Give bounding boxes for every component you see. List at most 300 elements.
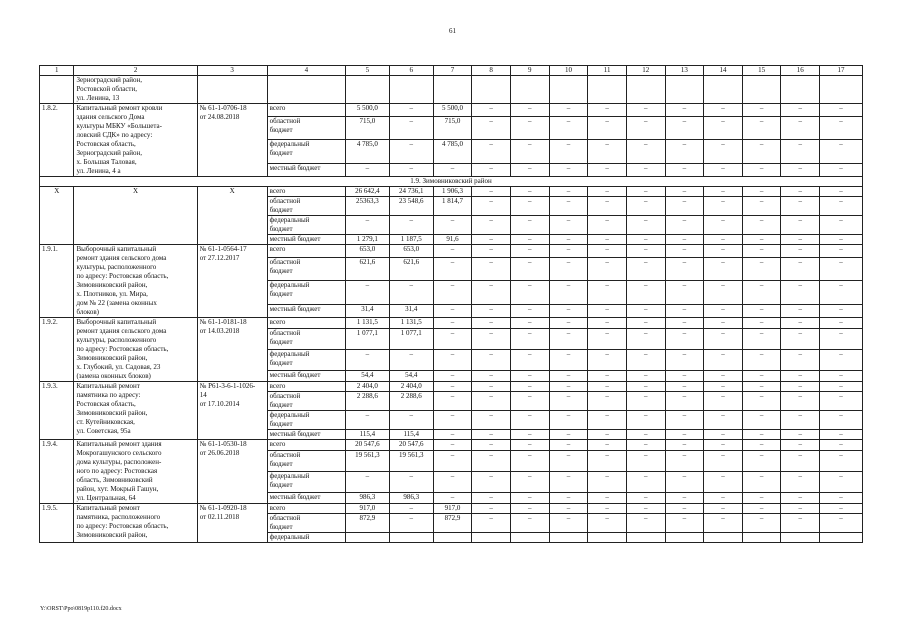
document-ref: № 61-1-0920-18 от 02.11.2018 (197, 504, 267, 543)
amount-cell: – (742, 382, 781, 392)
amount-cell: – (588, 349, 627, 370)
amount-cell: – (781, 392, 820, 411)
amount-cell: – (626, 411, 665, 430)
document-ref: Х (197, 187, 267, 245)
amount-cell: – (820, 430, 863, 440)
funding-source (267, 382, 345, 392)
amount-cell: – (704, 281, 743, 305)
amount-cell: – (820, 349, 863, 370)
amount-cell: – (588, 281, 627, 305)
amount-cell: – (472, 471, 511, 492)
funding-source-label: областной бюджет (269, 197, 301, 214)
amount-cell: – (549, 235, 588, 245)
amount-cell: 31,4 (345, 305, 389, 318)
amount-cell: – (472, 349, 511, 370)
amount-cell: – (665, 216, 704, 235)
amount-cell: – (549, 370, 588, 381)
amount-cell: – (820, 411, 863, 430)
amount-cell: – (549, 318, 588, 329)
object-name: Капитальный ремонт здания Мокрогашунского сельского дома культуры, расположен- ного по адресу: Ростовская область, Зимовниковский район, хут. Мокрый Гашун, ул. Центральная, 64 (74, 440, 197, 504)
table-row (40, 104, 863, 117)
column-header: 11 (588, 66, 627, 76)
document-ref: № 61-1-0530-18 от 26.06.2018 (197, 440, 267, 504)
amount-cell: – (588, 329, 627, 350)
amount-cell (665, 533, 704, 543)
amount-cell: – (820, 235, 863, 245)
amount-cell: – (472, 411, 511, 430)
table-cell (781, 76, 820, 104)
column-header: 6 (389, 66, 433, 76)
amount-cell: – (588, 216, 627, 235)
amount-cell: 715,0 (345, 116, 389, 140)
amount-cell: – (549, 305, 588, 318)
object-name: Капитальный ремонт памятника, расположенного по адресу: Ростовская область, Зимовниковский район, (74, 504, 197, 543)
amount-cell: – (704, 104, 743, 117)
amount-cell: – (781, 440, 820, 451)
table-cell (549, 76, 588, 104)
amount-cell: 91,6 (433, 235, 472, 245)
amount-cell: – (549, 164, 588, 177)
amount-cell: – (510, 216, 549, 235)
amount-cell: – (665, 349, 704, 370)
amount-cell: – (781, 281, 820, 305)
section-row (40, 177, 863, 187)
amount-cell: 25363,3 (345, 197, 389, 216)
amount-cell: – (510, 197, 549, 216)
amount-cell: – (549, 430, 588, 440)
funding-source (267, 281, 345, 305)
document-ref: № 61-1-0564-17 от 27.12.2017 (197, 245, 267, 318)
amount-cell (549, 533, 588, 543)
table-cell (742, 76, 781, 104)
funding-source (267, 492, 345, 503)
amount-cell: – (626, 370, 665, 381)
funding-source (267, 411, 345, 430)
funding-source (267, 257, 345, 281)
amount-cell: – (626, 305, 665, 318)
amount-cell: – (433, 392, 472, 411)
amount-cell: – (742, 514, 781, 533)
amount-cell: – (704, 257, 743, 281)
amount-cell: 5 500,0 (433, 104, 472, 117)
amount-cell: – (549, 411, 588, 430)
amount-cell: – (665, 504, 704, 514)
amount-cell: – (820, 104, 863, 117)
amount-cell: – (472, 140, 511, 164)
amount-cell: – (781, 197, 820, 216)
amount-cell: – (510, 329, 549, 350)
funding-source-label: областной бюджет (269, 257, 301, 275)
amount-cell: – (665, 245, 704, 258)
funding-source (267, 235, 345, 245)
amount-cell: – (472, 116, 511, 140)
amount-cell: – (820, 504, 863, 514)
amount-cell: – (626, 329, 665, 350)
amount-cell: – (588, 411, 627, 430)
amount-cell: – (665, 440, 704, 451)
amount-cell: – (665, 318, 704, 329)
amount-cell (510, 533, 549, 543)
amount-cell: – (820, 329, 863, 350)
funding-source-label: всего (269, 104, 286, 112)
amount-cell: 653,0 (345, 245, 389, 258)
amount-cell: 24 736,1 (389, 187, 433, 197)
funding-source (267, 451, 345, 472)
amount-cell: – (704, 164, 743, 177)
amount-cell: – (781, 104, 820, 117)
section-title: 1.9. Зимовниковский район (40, 177, 863, 187)
amount-cell (433, 533, 472, 543)
funding-source-label: федеральный бюджет (269, 411, 310, 428)
amount-cell: – (549, 504, 588, 514)
amount-cell: – (704, 411, 743, 430)
amount-cell: – (510, 504, 549, 514)
funding-source-label: всего (269, 440, 286, 448)
funding-source-label: всего (269, 504, 286, 512)
amount-cell: – (389, 514, 433, 533)
amount-cell: – (510, 392, 549, 411)
amount-cell: – (742, 451, 781, 472)
funding-source (267, 216, 345, 235)
row-number: 1.8.2. (40, 104, 74, 177)
amount-cell: – (665, 305, 704, 318)
amount-cell: – (472, 492, 511, 503)
amount-cell: – (742, 140, 781, 164)
funding-source (267, 305, 345, 318)
funding-source (267, 104, 345, 117)
amount-cell: – (704, 504, 743, 514)
amount-cell: 4 785,0 (433, 140, 472, 164)
funding-source-label: федеральный бюджет (269, 140, 310, 158)
amount-cell (389, 533, 433, 543)
object-name: Выборочный капитальный ремонт здания сельского дома культуры, расположенного по адресу: Ростовская область, Зимовниковский район, х. Плотников, ул. Мира, дом № 22 (замена оконных блоков) (74, 245, 197, 318)
amount-cell: 621,6 (345, 257, 389, 281)
amount-cell (781, 533, 820, 543)
amount-cell: – (704, 451, 743, 472)
row-number: 1.9.3. (40, 382, 74, 440)
amount-cell: – (626, 492, 665, 503)
table-cell (510, 76, 549, 104)
amount-cell: – (549, 349, 588, 370)
amount-cell: – (472, 187, 511, 197)
amount-cell: – (665, 392, 704, 411)
amount-cell: – (510, 370, 549, 381)
amount-cell: – (389, 504, 433, 514)
amount-cell: – (742, 430, 781, 440)
amount-cell: – (820, 451, 863, 472)
amount-cell: – (626, 451, 665, 472)
row-number: 1.9.5. (40, 504, 74, 543)
table-cell (267, 76, 345, 104)
amount-cell: – (626, 382, 665, 392)
funding-source-label: федеральный бюджет (269, 281, 310, 299)
column-header: 16 (781, 66, 820, 76)
amount-cell: – (472, 318, 511, 329)
amount-cell: 19 561,3 (345, 451, 389, 472)
header-row (40, 66, 863, 76)
column-header: 8 (472, 66, 511, 76)
amount-cell: 20 547,6 (389, 440, 433, 451)
funding-source-label: областной бюджет (269, 329, 301, 347)
amount-cell: – (472, 245, 511, 258)
table-cell (588, 76, 627, 104)
document-ref: № Р61-3-6-1-1026- 14 от 17.10.2014 (197, 382, 267, 440)
amount-cell: – (389, 164, 433, 177)
table-row (40, 504, 863, 514)
amount-cell: – (588, 104, 627, 117)
amount-cell: 917,0 (433, 504, 472, 514)
amount-cell: – (510, 492, 549, 503)
funding-source (267, 349, 345, 370)
amount-cell: – (626, 440, 665, 451)
funding-source (267, 430, 345, 440)
amount-cell: – (704, 492, 743, 503)
funding-source (267, 318, 345, 329)
amount-cell: – (781, 318, 820, 329)
funding-source-label: областной бюджет (269, 116, 301, 134)
amount-cell: – (433, 216, 472, 235)
amount-cell: 1 077,1 (389, 329, 433, 350)
funding-source (267, 533, 345, 543)
amount-cell: – (781, 235, 820, 245)
amount-cell: – (626, 281, 665, 305)
amount-cell: – (626, 257, 665, 281)
amount-cell: 4 785,0 (345, 140, 389, 164)
amount-cell: – (588, 392, 627, 411)
column-header: 12 (626, 66, 665, 76)
amount-cell: – (472, 430, 511, 440)
amount-cell: – (472, 514, 511, 533)
amount-cell: 31,4 (389, 305, 433, 318)
amount-cell: – (742, 116, 781, 140)
amount-cell: – (472, 257, 511, 281)
amount-cell: – (626, 514, 665, 533)
amount-cell: – (742, 440, 781, 451)
column-header: 13 (665, 66, 704, 76)
amount-cell: – (781, 164, 820, 177)
amount-cell: – (433, 471, 472, 492)
funding-source-label: всего (269, 245, 286, 253)
funding-source-label: местный бюджет (269, 370, 321, 379)
amount-cell: – (626, 197, 665, 216)
row-number: 1.9.2. (40, 318, 74, 382)
file-path-footer: Y:\ORST\Ppo\0819p110.f20.docx (40, 606, 122, 612)
amount-cell: – (549, 116, 588, 140)
amount-cell: – (626, 164, 665, 177)
table-cell (704, 76, 743, 104)
amount-cell: 5 500,0 (345, 104, 389, 117)
amount-cell: – (781, 411, 820, 430)
funding-source (267, 329, 345, 350)
amount-cell: – (389, 140, 433, 164)
amount-cell (742, 533, 781, 543)
amount-cell: – (742, 197, 781, 216)
row-number: Х (40, 187, 74, 245)
amount-cell: – (588, 197, 627, 216)
amount-cell: – (433, 245, 472, 258)
amount-cell: 872,9 (345, 514, 389, 533)
amount-cell: – (510, 104, 549, 117)
amount-cell: – (626, 318, 665, 329)
amount-cell: 1 131,5 (345, 318, 389, 329)
amount-cell: – (549, 197, 588, 216)
amount-cell: – (626, 187, 665, 197)
amount-cell: – (820, 440, 863, 451)
amount-cell: – (781, 471, 820, 492)
amount-cell: – (781, 430, 820, 440)
funding-source-label: всего (269, 318, 286, 326)
amount-cell: – (510, 245, 549, 258)
amount-cell: – (704, 430, 743, 440)
amount-cell: – (742, 492, 781, 503)
row-number (40, 76, 74, 104)
amount-cell: – (626, 392, 665, 411)
amount-cell: – (742, 329, 781, 350)
amount-cell: – (588, 187, 627, 197)
amount-cell: – (704, 471, 743, 492)
amount-cell: – (472, 451, 511, 472)
amount-cell: – (549, 245, 588, 258)
amount-cell: – (704, 318, 743, 329)
amount-cell: – (549, 281, 588, 305)
table-cell (665, 76, 704, 104)
amount-cell: 986,3 (345, 492, 389, 503)
amount-cell: 2 404,0 (345, 382, 389, 392)
amount-cell: – (472, 504, 511, 514)
amount-cell: – (665, 197, 704, 216)
amount-cell: – (588, 504, 627, 514)
funding-source (267, 187, 345, 197)
amount-cell: 2 288,6 (389, 392, 433, 411)
amount-cell: 1 077,1 (345, 329, 389, 350)
funding-source (267, 392, 345, 411)
amount-cell: – (588, 235, 627, 245)
amount-cell: – (820, 471, 863, 492)
table-cell (820, 76, 863, 104)
object-name: Капитальный ремонт кровли здания сельского Дома культуры МБКУ «Большета- ловский СДК» по адресу: Ростовская область, Зерноградский район, х. Большая Таловая, ул. Ленина, 4 а (74, 104, 197, 177)
amount-cell (472, 533, 511, 543)
amount-cell: 621,6 (389, 257, 433, 281)
funding-source-label: федеральный бюджет (269, 216, 310, 233)
amount-cell: – (742, 104, 781, 117)
amount-cell: – (781, 382, 820, 392)
amount-cell: – (626, 504, 665, 514)
amount-cell: – (820, 140, 863, 164)
amount-cell: – (665, 492, 704, 503)
funding-source (267, 164, 345, 177)
column-header: 5 (345, 66, 389, 76)
amount-cell: 1 814,7 (433, 197, 472, 216)
funding-source-label: федеральный (269, 533, 310, 541)
funding-source (267, 440, 345, 451)
table-row (40, 440, 863, 451)
row-number: 1.9.4. (40, 440, 74, 504)
funding-source-label: всего (269, 187, 286, 195)
amount-cell: – (820, 164, 863, 177)
amount-cell: – (549, 216, 588, 235)
amount-cell: – (389, 349, 433, 370)
amount-cell: – (742, 471, 781, 492)
amount-cell: – (820, 281, 863, 305)
amount-cell: – (588, 305, 627, 318)
amount-cell: – (665, 257, 704, 281)
amount-cell: – (820, 370, 863, 381)
amount-cell: – (472, 281, 511, 305)
amount-cell: – (472, 392, 511, 411)
funding-source-label: федеральный бюджет (269, 471, 310, 489)
amount-cell: – (626, 245, 665, 258)
amount-cell: – (549, 257, 588, 281)
amount-cell: 23 548,6 (389, 197, 433, 216)
table-cell (197, 76, 267, 104)
amount-cell: – (433, 318, 472, 329)
amount-cell: – (626, 116, 665, 140)
amount-cell: – (389, 216, 433, 235)
amount-cell: – (472, 440, 511, 451)
amount-cell: – (704, 392, 743, 411)
amount-cell: 2 288,6 (345, 392, 389, 411)
object-name: Х (74, 187, 197, 245)
amount-cell: – (549, 514, 588, 533)
amount-cell: – (472, 305, 511, 318)
amount-cell: – (626, 216, 665, 235)
column-header: 10 (549, 66, 588, 76)
amount-cell: – (510, 440, 549, 451)
amount-cell: – (704, 140, 743, 164)
amount-cell: – (510, 514, 549, 533)
amount-cell: – (588, 492, 627, 503)
column-header: 1 (40, 66, 74, 76)
amount-cell: – (389, 411, 433, 430)
amount-cell (588, 533, 627, 543)
amount-cell: – (626, 235, 665, 245)
amount-cell: – (472, 382, 511, 392)
funding-source (267, 116, 345, 140)
amount-cell: – (472, 329, 511, 350)
table-cell (389, 76, 433, 104)
amount-cell: – (781, 492, 820, 503)
amount-cell: – (742, 392, 781, 411)
amount-cell: – (345, 349, 389, 370)
amount-cell: – (742, 305, 781, 318)
amount-cell: – (549, 471, 588, 492)
amount-cell: – (549, 104, 588, 117)
table-row (40, 318, 863, 329)
amount-cell: – (510, 411, 549, 430)
amount-cell: 1 131,5 (389, 318, 433, 329)
amount-cell: – (345, 216, 389, 235)
amount-cell: – (781, 257, 820, 281)
amount-cell: – (510, 116, 549, 140)
amount-cell: – (665, 370, 704, 381)
amount-cell: – (472, 164, 511, 177)
table-cell (472, 76, 511, 104)
amount-cell: – (742, 349, 781, 370)
amount-cell: – (510, 305, 549, 318)
amount-cell: – (665, 104, 704, 117)
amount-cell: – (510, 257, 549, 281)
object-name: Зерноградский район, Ростовской области, ул. Ленина, 13 (74, 76, 197, 104)
amount-cell: – (389, 471, 433, 492)
funding-source (267, 504, 345, 514)
amount-cell: – (704, 245, 743, 258)
amount-cell: – (665, 411, 704, 430)
amount-cell (820, 533, 863, 543)
amount-cell: – (781, 370, 820, 381)
amount-cell: – (704, 305, 743, 318)
amount-cell: – (665, 471, 704, 492)
amount-cell: – (742, 235, 781, 245)
